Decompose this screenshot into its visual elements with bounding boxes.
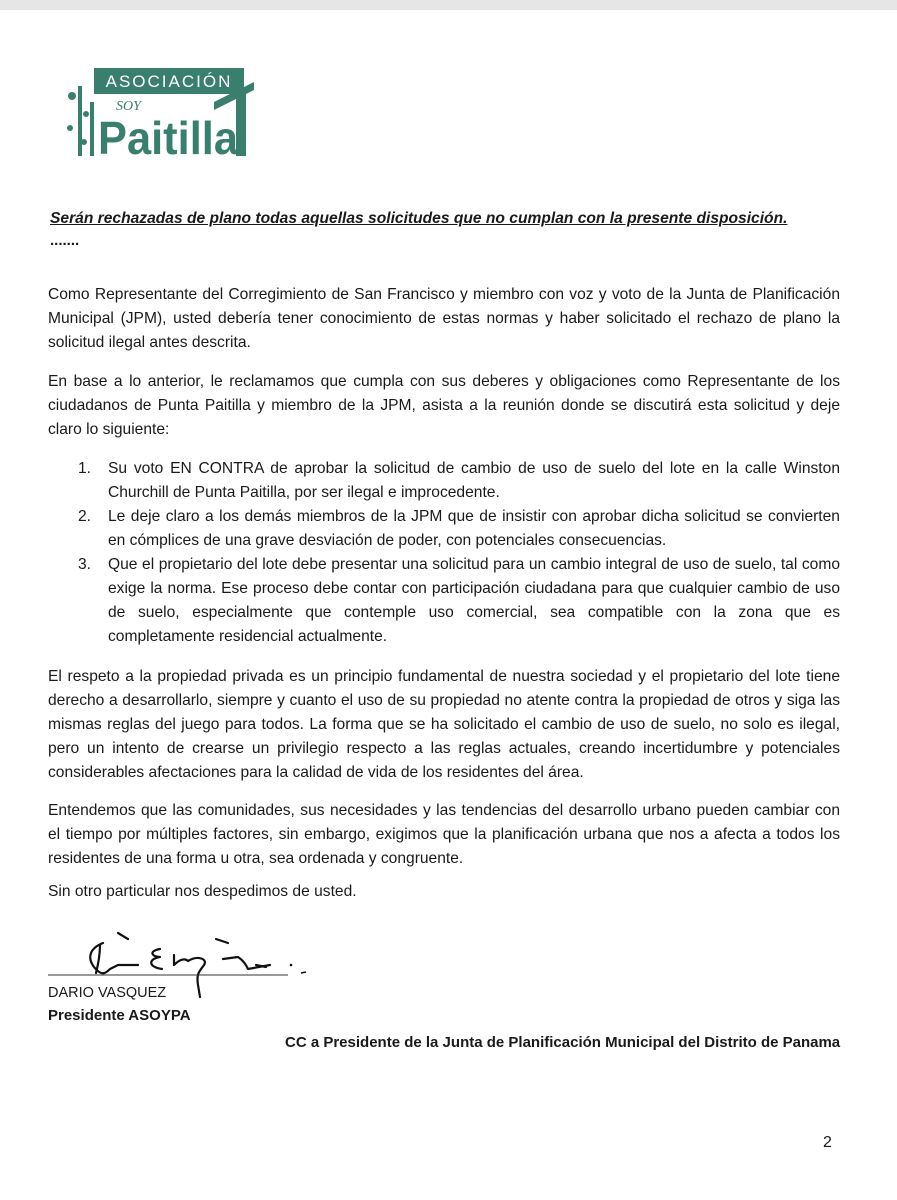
- list-item: [78, 457, 840, 505]
- signer-name: DARIO VASQUEZ: [48, 985, 167, 1001]
- list-item-number: 3.: [78, 556, 92, 573]
- page-number: 2: [823, 1134, 832, 1151]
- list-item-number: 2.: [78, 508, 92, 525]
- paragraph-demand: [48, 370, 840, 442]
- logo-paitilla-text: Paitilla: [98, 112, 239, 160]
- list-item-text: Le deje claro a los demás miembros de la JPM que de insistir con aprobar dicha solicitud se convierten en cómplices de una grave desviación de poder, con potenciales consecuencias.: [108, 508, 840, 549]
- list-item-text: Su voto EN CONTRA de aprobar la solicitud de cambio de uso de suelo del lote en la calle Winston Churchill de Punta Paitilla, por ser ilegal e improcedente.: [108, 460, 840, 501]
- cc-line: CC a Presidente de la Junta de Planificación Municipal del Distrito de Panama: [285, 1034, 841, 1051]
- signer-title: Presidente ASOYPA: [48, 1007, 191, 1024]
- asociacion-soy-paitilla-logo: [64, 62, 254, 160]
- rejection-notice: Serán rechazadas de plano todas aquellas solicitudes que no cumplan con la presente disposición.: [50, 210, 788, 227]
- paragraph-representative: [48, 283, 840, 355]
- paragraph-urban-planning: [48, 799, 840, 871]
- paragraph-private-property: [48, 665, 840, 785]
- list-item: [78, 553, 840, 649]
- list-item-number: 1.: [78, 460, 92, 477]
- logo-soy-text: SOY: [116, 99, 141, 114]
- paragraph-text: Sin otro particular nos despedimos de usted.: [48, 883, 357, 900]
- paragraph-text: Como Representante del Corregimiento de San Francisco y miembro con voz y voto de la Junta de Planificación Municipal (JPM), usted debería tener conocimiento de estas normas y haber solicitado el rechazo de plano la solicitud ilegal antes descrita.: [48, 286, 840, 351]
- paragraph-text: El respeto a la propiedad privada es un principio fundamental de nuestra sociedad y el propietario del lote tiene derecho a desarrollarlo, siempre y cuanto el uso de su propiedad no atente contra la propiedad de otros y siga las mismas reglas del juego para todos. La forma que se ha solicitado el cambio de uso de suelo, no solo es ilegal, pero un intento de crearse un privilegio respecto a las reglas actuales, creando incertidumbre y potenciales considerables afectaciones para la calidad de vida de los residentes del área.: [48, 668, 840, 781]
- page-top-edge: [0, 0, 897, 10]
- paragraph-text: Entendemos que las comunidades, sus necesidades y las tendencias del desarrollo urbano pueden cambiar con el tiempo por múltiples factores, sin embargo, exigimos que la planificación urbana que nos a afecta a todos los residentes de una forma u otra, sea ordenada y congruente.: [48, 802, 840, 867]
- demands-list: [78, 457, 840, 649]
- paragraph-text: En base a lo anterior, le reclamamos que cumpla con sus deberes y obligaciones como Representante de los ciudadanos de Punta Paitilla y miembro de la JPM, asista a la reunión donde se discutirá esta solicitud y deje claro lo siguiente:: [48, 373, 840, 438]
- list-item: [78, 505, 840, 553]
- paragraph-closing: [48, 880, 840, 904]
- logo-asociacion-text: ASOCIACIÓN: [105, 72, 233, 91]
- list-item-text: Que el propietario del lote debe presentar una solicitud para un cambio integral de uso de suelo, tal como exige la norma. Ese proceso debe contar con participación ciudadana para que cualquier cambio de uso de suelo, especialmente que contemple uso comercial, sea compatible con la zona que es completamente residencial actualmente.: [108, 556, 840, 645]
- ellipsis-marker: .......: [50, 232, 80, 249]
